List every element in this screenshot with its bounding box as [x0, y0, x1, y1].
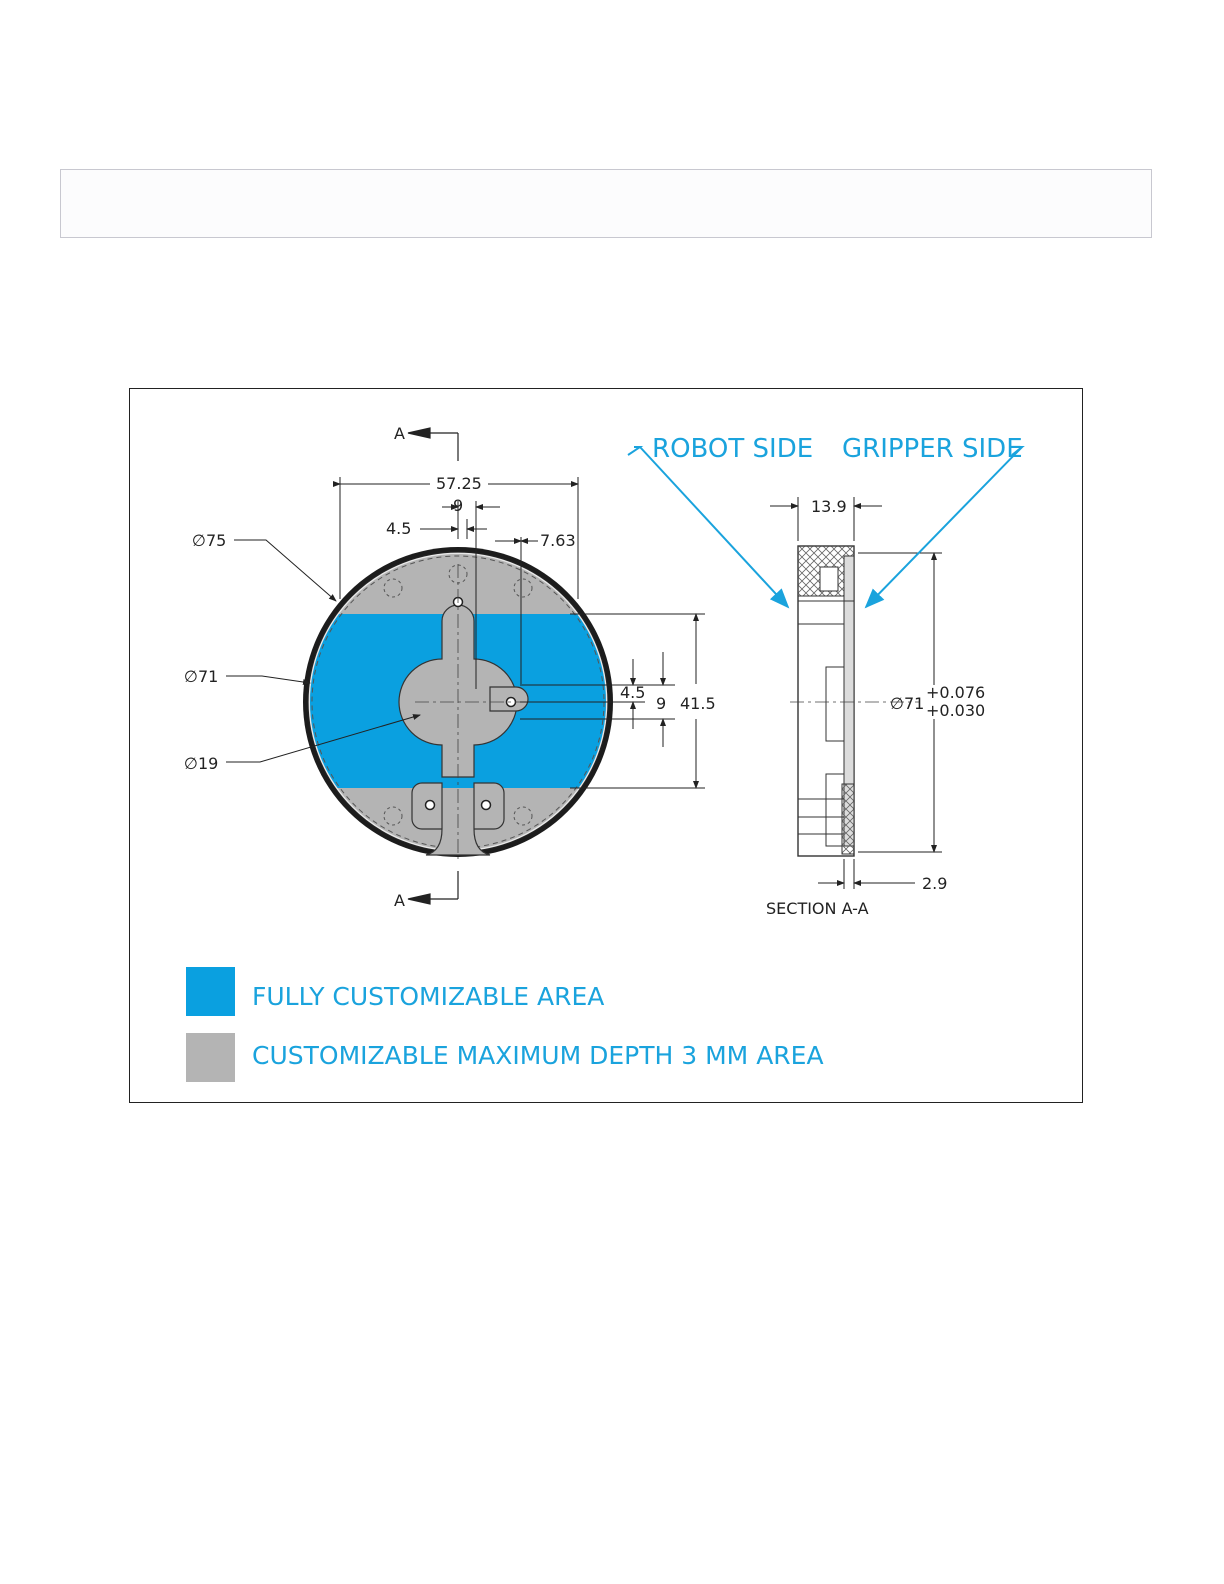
dim-4-5-right: 4.5: [620, 683, 646, 702]
legend-label-full: FULLY CUSTOMIZABLE AREA: [252, 982, 605, 1011]
dim-13-9: 13.9: [811, 497, 847, 516]
callout-robot-side: ROBOT SIDE: [652, 434, 814, 464]
legend-swatch-gray: [186, 1033, 235, 1082]
dim-4-5-top: 4.5: [386, 519, 412, 538]
dim-2-9: 2.9: [922, 874, 948, 893]
drawing-figure: [129, 388, 1083, 1103]
leader-d71: [226, 676, 310, 683]
dim-41-5: 41.5: [680, 694, 716, 713]
callout-gripper-side: GRIPPER SIDE: [842, 434, 1023, 464]
tab-hole-right: [482, 801, 491, 810]
top-header-box: [60, 169, 1152, 238]
legend: [186, 967, 824, 1082]
section-label: SECTION A-A: [766, 899, 869, 918]
section-mark-bottom: A: [394, 891, 405, 910]
dim-d75: ∅75: [192, 531, 227, 550]
legend-swatch-blue: [186, 967, 235, 1016]
dim-d71-section: ∅71: [890, 694, 925, 713]
tolerance-lower: +0.030: [926, 701, 986, 720]
legend-label-depth: CUSTOMIZABLE MAXIMUM DEPTH 3 MM AREA: [252, 1041, 824, 1070]
tab-hole-left: [426, 801, 435, 810]
callout-robot-hook: [628, 447, 640, 455]
callout-robot-arrow: [640, 447, 788, 607]
callout-gripper-arrow: [866, 447, 1022, 607]
dim-9-right: 9: [656, 694, 667, 713]
dim-7-63: 7.63: [540, 531, 576, 550]
tolerance-upper: +0.076: [926, 683, 986, 702]
leader-d75: [234, 540, 336, 601]
front-view: [300, 539, 620, 869]
technical-drawing: [130, 389, 1084, 1104]
dim-57-25: 57.25: [436, 474, 482, 493]
section-mark-top: A: [394, 424, 405, 443]
dim-d71: ∅71: [184, 667, 219, 686]
dim-d19: ∅19: [184, 754, 219, 773]
dim-9-top: 9: [453, 496, 464, 515]
